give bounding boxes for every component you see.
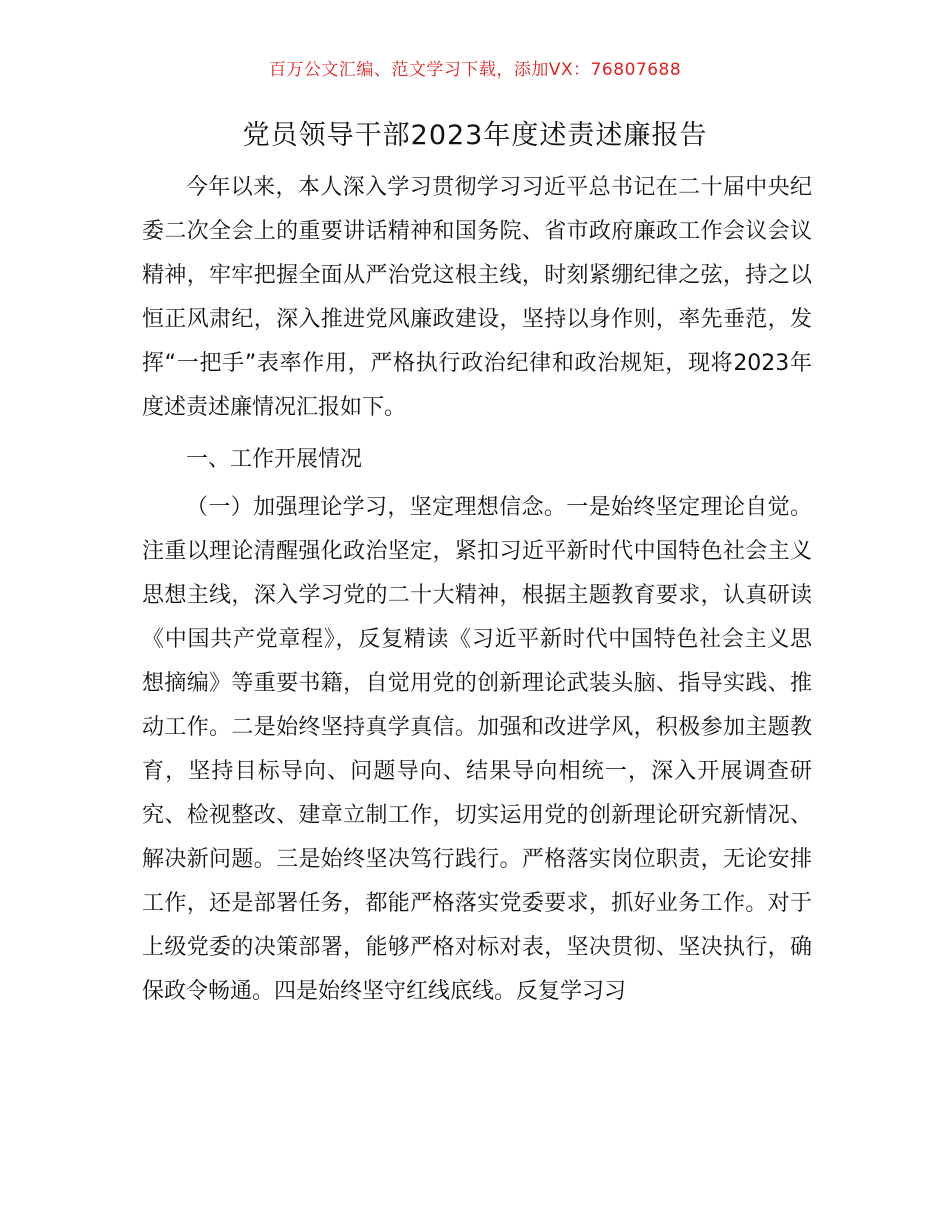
document-body — [142, 166, 812, 1014]
section-heading: 一、工作开展情况 — [186, 447, 363, 472]
document-title: 党员领导干部2023年度述责述廉报告 — [242, 120, 708, 151]
watermark-banner: 百万公文汇编、范文学习下载，添加VX：76807688 — [268, 60, 682, 80]
body-paragraph: （一）加强理论学习，坚定理想信念。一是始终坚定理论自觉。注重以理论清醒强化政治坚定，紧扣习近平新时代中国特色社会主义思想主线，深入学习党的二十大精神，根据主题教育要求，认真研读《中国共产党章程》，反复精读《习近平新时代中国特色社会主义思想摘编》等重要书籍，自觉用党的创新理论武装头脑、指导实践、推动工作。二是始终坚持真学真信。加强和改进学风，积极参加主题教育，坚持目标导向、问题导向、结果导向相统一，深入开展调查研究、检视整改、建章立制工作，切实运用党的创新理论研究新情况、解决新问题。三是始终坚决笃行践行。严格落实岗位职责，无论安排工作，还是部署任务，都能严格落实党委要求，抓好业务工作。对于上级党委的决策部署，能够严格对标对表，坚决贯彻、坚决执行，确保政令畅通。四是始终坚守红线底线。反复学习习 — [142, 495, 812, 1004]
intro-paragraph: 今年以来，本人深入学习贯彻学习习近平总书记在二十届中央纪委二次全会上的重要讲话精神和国务院、省市政府廉政工作会议会议精神，牢牢把握全面从严治党这根主线，时刻紧绷纪律之弦，持之以恒正风肃纪，深入推进党风廉政建设，坚持以身作则，率先垂范，发挥“一把手”表率作用，严格执行政治纪律和政治规矩，现将2023年度述责述廉情况汇报如下。 — [142, 175, 812, 420]
